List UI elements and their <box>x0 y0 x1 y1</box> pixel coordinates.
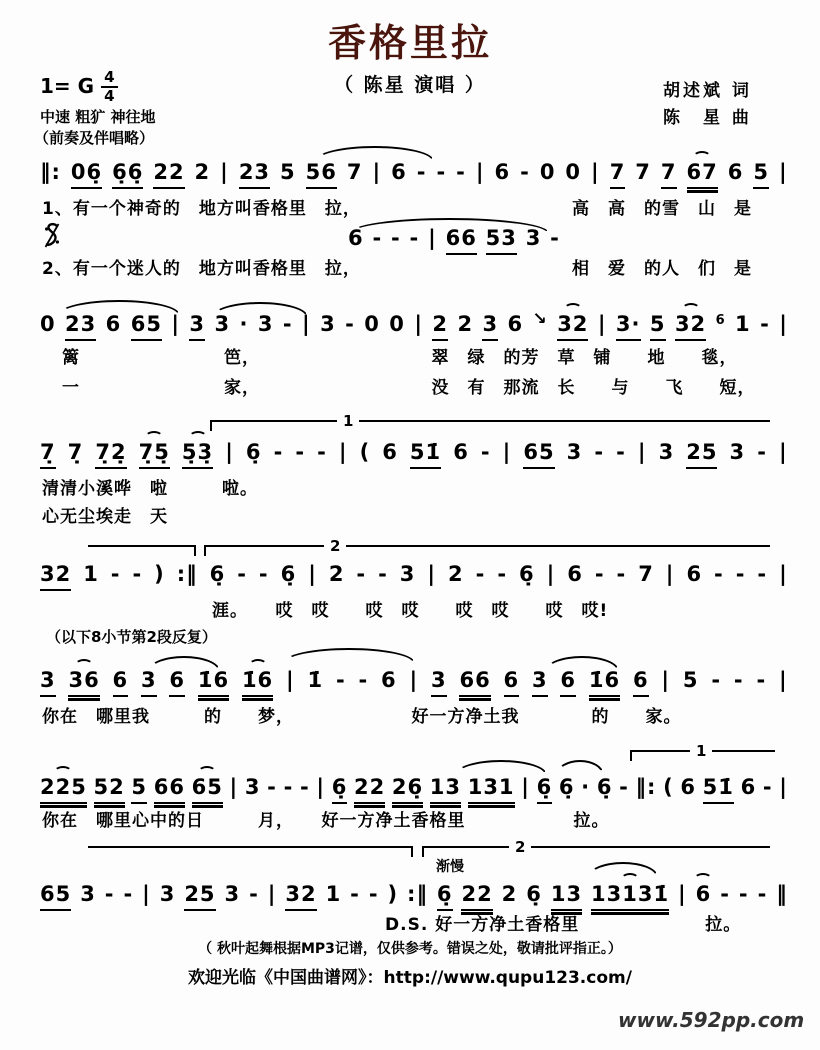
note-token: 3 <box>189 312 205 341</box>
note-token: - <box>237 562 247 586</box>
note-token: - <box>110 562 121 586</box>
note-token: 7̣5̣ <box>139 440 170 469</box>
lyrics-verse2-line1: 2、有一个迷人的 地方叫香格里 拉， <box>42 259 361 279</box>
note-token: ( <box>359 440 371 464</box>
note-token: 32 <box>675 312 706 341</box>
note-token: 6 <box>507 312 524 336</box>
note-token: 1̇6 <box>242 668 273 697</box>
note-token: 7 <box>638 562 654 586</box>
note-token: 6 <box>696 882 712 909</box>
note-token: 6 <box>567 562 583 586</box>
note-token: 65 <box>131 312 162 341</box>
slur <box>283 648 415 663</box>
note-token: 6̣ <box>209 562 226 586</box>
note-token: 5 <box>682 668 699 692</box>
note-token: 32 <box>285 882 316 911</box>
note-token: 6 <box>453 440 469 464</box>
note-token: - <box>345 312 355 336</box>
notation-line-5 <box>40 668 788 697</box>
slur <box>350 218 549 233</box>
slur <box>588 862 658 877</box>
note-token: 3 <box>658 440 675 464</box>
note-token: - <box>436 160 447 184</box>
note-token: - <box>735 562 746 586</box>
note-token: | <box>597 312 607 336</box>
note-token: 1̇6 <box>589 668 620 697</box>
note-token: 6 <box>740 775 757 799</box>
note-token: 0 <box>565 160 582 184</box>
note-token: 3 <box>141 668 157 697</box>
transcriber-note: （ 秋叶起舞根据MP3记谱，仅供参考。错误之处，敬请批评指正。） <box>198 941 622 957</box>
note-token: 22 <box>354 775 385 804</box>
note-token: 3 <box>399 562 416 586</box>
note-token: | <box>225 440 234 464</box>
note-token: 6̣ <box>526 882 542 906</box>
slur <box>455 760 547 775</box>
tie-arc <box>54 766 72 778</box>
lyrics-verse1-line1b: 高 高 的雪 山 是 <box>572 199 752 219</box>
note-token: | <box>778 440 788 464</box>
note-token: 6̣ <box>245 440 262 464</box>
segno-icon <box>44 222 60 253</box>
note-token: 6 <box>348 226 364 250</box>
note-token: | <box>302 312 311 336</box>
note-token: - <box>372 226 383 250</box>
note-token: - <box>616 440 626 464</box>
note-token: 6 <box>494 160 511 184</box>
note-token: - <box>480 440 491 464</box>
note-token: 23 <box>65 312 96 341</box>
note-token: ↘ <box>532 309 548 329</box>
note-token: - <box>123 882 134 906</box>
note-token: | <box>779 562 788 586</box>
note-token: | <box>475 160 485 184</box>
note-token: ‖ <box>776 882 788 906</box>
note-token: 6̣ <box>519 562 535 586</box>
note-token: 6 <box>113 668 129 697</box>
note-token: 0 <box>40 312 56 336</box>
note-token: | <box>409 668 419 692</box>
note-token: | <box>678 882 687 906</box>
lyrics-line4: 涯。 哎 哎 哎 哎 哎 哎 哎 哎! <box>212 601 609 621</box>
note-token: | <box>661 668 671 692</box>
volta-2-bracket-line7: 2 <box>422 846 770 857</box>
volta-1-bracket-line3: 1 <box>210 420 770 431</box>
note-token: 6 <box>680 775 696 799</box>
note-token: 25 <box>686 440 717 469</box>
note-token: ( <box>663 775 674 799</box>
slur <box>148 656 220 671</box>
slur <box>315 146 434 161</box>
page-title: 香格里拉 <box>327 21 492 65</box>
composer-credit: 陈 星 曲 <box>663 108 752 128</box>
tie-arc <box>249 659 267 671</box>
note-token: - <box>299 775 310 799</box>
note-token: ‖: <box>635 775 657 799</box>
note-token: | <box>229 775 239 799</box>
note-token: 6 <box>105 312 122 336</box>
volta-1-bracket-end-line4 <box>88 545 196 556</box>
note-token: - <box>283 775 294 799</box>
note-token: - <box>273 440 284 464</box>
note-token: | <box>665 562 675 586</box>
note-token: 5 <box>131 775 147 804</box>
tie-arc <box>75 659 93 671</box>
note-token: 6̣ <box>437 882 453 911</box>
lyrics-line7-ds: D.S. 好一方净土香格里 拉。 <box>385 915 742 935</box>
note-token: 3 <box>532 668 548 697</box>
note-token: - <box>762 775 773 799</box>
note-token: - <box>757 562 768 586</box>
note-token: 3 <box>729 440 746 464</box>
note-token: 5̣3̣ <box>182 440 213 469</box>
note-token: 6 <box>504 668 520 697</box>
note-token: | <box>779 775 788 799</box>
note-token: 5 <box>753 160 769 189</box>
slur <box>545 656 619 671</box>
note-token: 6̣ <box>558 775 575 799</box>
note-token: ) <box>387 882 399 906</box>
lyrics-line3-verse2: 心无尘埃走 天 <box>42 507 168 527</box>
lyrics-line6: 你在 哪里心中的日 月， 好一方净土香格里 拉。 <box>42 811 610 831</box>
note-token: - <box>714 562 724 586</box>
note-token: 1 <box>325 882 342 906</box>
volta-1-bracket-end-line7 <box>88 846 413 857</box>
note-token: 2 <box>432 312 448 341</box>
note-token: 3 <box>431 668 447 697</box>
note-token: 0 <box>539 160 556 184</box>
note-token: 3 <box>214 312 231 336</box>
note-token: - <box>258 562 269 586</box>
note-token: 23 <box>239 160 270 189</box>
note-token: ) <box>154 562 165 586</box>
note-token: 51̇ <box>410 440 441 469</box>
notation-line-4 <box>40 562 788 591</box>
note-token: | <box>502 440 512 464</box>
note-token: · <box>581 775 591 799</box>
note-token: - <box>282 312 293 336</box>
note-token: 3 <box>320 312 336 336</box>
note-token: 3 <box>482 312 498 341</box>
notation-line-1 <box>40 160 788 189</box>
note-token: 6̣ <box>537 775 553 804</box>
note-token: 1 <box>735 312 751 336</box>
note-token: 2 <box>457 312 474 336</box>
note-token: - <box>104 882 115 906</box>
note-token: | <box>220 160 229 184</box>
note-token: 06̣ <box>71 160 102 189</box>
tie-arc <box>564 303 582 315</box>
note-token: - <box>616 562 627 586</box>
note-token: - <box>475 562 486 586</box>
note-token: | <box>414 312 423 336</box>
note-token: - <box>619 775 629 799</box>
note-token: 6 <box>560 668 576 697</box>
note-token: - <box>409 226 420 250</box>
note-token: 66 <box>459 668 490 697</box>
note-token: 6 <box>381 668 397 692</box>
note-token: 6 <box>382 440 398 464</box>
note-token: 3 <box>257 312 274 336</box>
tempo-marking: 中速 粗犷 神往地 <box>40 108 156 126</box>
lyricist-credit: 胡述斌 词 <box>663 81 752 101</box>
note-token: | <box>546 562 556 586</box>
note-token: ‖: <box>40 160 61 184</box>
note-token: - <box>497 562 508 586</box>
note-token: | <box>591 160 600 184</box>
note-token: | <box>171 312 181 336</box>
note-token: 6 <box>169 668 185 697</box>
note-token: 2 <box>501 882 518 906</box>
note-token: 22 <box>461 882 492 911</box>
notation-line-6 <box>40 775 788 804</box>
note-token: 6̣ <box>280 562 297 586</box>
volta-1-bracket-line6: 1 <box>630 750 775 761</box>
note-token: | <box>778 668 788 692</box>
note-token: - <box>520 160 530 184</box>
note-token: - <box>335 668 346 692</box>
notation-line-7 <box>40 882 788 911</box>
note-token: - <box>350 882 360 906</box>
note-token: - <box>757 882 768 906</box>
note-token: 1 <box>83 562 99 586</box>
lyrics-line2-verse2: 一 家， 没 有 那流 长 与 飞 短， <box>62 378 756 398</box>
note-token: 36 <box>68 668 99 697</box>
slur <box>212 302 308 317</box>
note-token: 7̣2̣ <box>95 440 126 469</box>
tie-arc <box>694 873 712 885</box>
note-token: - <box>267 775 277 799</box>
key-prefix: 1= G <box>40 74 95 98</box>
note-token: 7 <box>610 160 626 189</box>
tie-arc <box>693 151 711 163</box>
note-token: 13131̇ <box>591 882 669 911</box>
note-token: - <box>378 562 388 586</box>
prelude-note: （前奏及伴唱略） <box>34 129 155 147</box>
note-token: 2 <box>328 562 345 586</box>
ritardando-marking: 渐慢 <box>436 859 464 875</box>
note-token: 1̇ <box>307 668 324 692</box>
note-token: - <box>757 440 767 464</box>
time-signature: $\frac{4}{4}$ <box>101 70 117 104</box>
note-token: - <box>711 668 722 692</box>
note-token: - <box>132 562 143 586</box>
note-token: | <box>142 882 151 906</box>
note-token: - <box>756 668 767 692</box>
note-token: 51̇ <box>703 775 734 804</box>
note-token: - <box>249 882 259 906</box>
note-token: 3 <box>566 440 583 464</box>
note-token: 6 <box>391 160 407 184</box>
slur <box>556 760 604 775</box>
note-token: 2 <box>448 562 464 586</box>
note-token: - <box>295 440 306 464</box>
note-token: 6 <box>686 562 703 586</box>
note-token: - <box>738 882 749 906</box>
note-token: 65 <box>40 882 71 911</box>
slur <box>58 300 180 315</box>
note-token: 2 <box>194 160 211 184</box>
watermark: www.592pp.com <box>618 1008 805 1032</box>
note-token: 53 <box>486 226 517 255</box>
note-token: 22 <box>153 160 184 189</box>
note-token: 56 <box>306 160 337 189</box>
note-token: 5 <box>280 160 296 184</box>
key-signature <box>40 70 118 104</box>
note-token: 13 <box>430 775 461 804</box>
tie-arc <box>189 431 207 443</box>
note-token: - <box>356 562 367 586</box>
note-token: 65 <box>192 775 223 804</box>
note-token: 7 <box>661 160 677 189</box>
note-token: - <box>416 160 427 184</box>
note-token: 131 <box>468 775 515 804</box>
tie-arc <box>145 431 163 443</box>
note-token: | <box>779 312 788 336</box>
note-token: 7 <box>346 160 363 184</box>
note-token: 65 <box>523 440 554 469</box>
note-token: 6 <box>715 313 726 328</box>
note-token: 7̣ <box>67 440 84 464</box>
note-token: :‖ <box>176 562 198 586</box>
note-token: 32 <box>40 562 71 591</box>
note-token: 3· <box>616 312 641 341</box>
lyrics-verse1-line1: 1、有一个神奇的 地方叫香格里 拉， <box>42 199 361 219</box>
note-token: - <box>594 440 605 464</box>
tie-arc <box>682 303 700 315</box>
note-token: | <box>338 440 348 464</box>
note-token: | <box>521 775 530 799</box>
note-token: - <box>358 668 369 692</box>
volta-2-bracket-line4: 2 <box>204 545 770 556</box>
note-token: - <box>760 312 770 336</box>
note-token: - <box>391 226 401 250</box>
note-token: · <box>239 312 249 336</box>
note-token: 3 <box>80 882 96 906</box>
note-token: 66 <box>446 226 477 255</box>
note-token: | <box>637 440 647 464</box>
notation-line-3 <box>40 440 788 469</box>
note-token: - <box>550 226 560 250</box>
note-token: - <box>720 882 730 906</box>
note-token: 3 <box>525 226 542 250</box>
note-token: 0 <box>389 312 405 336</box>
note-token: | <box>427 562 437 586</box>
note-token: 1̇6 <box>198 668 229 697</box>
note-token: 3 <box>40 668 56 697</box>
note-token: 66 <box>154 775 185 804</box>
note-token: 0 <box>364 312 380 336</box>
lyrics-verse2-line1b: 相 爱 的人 们 是 <box>572 259 752 279</box>
note-token: 7 <box>635 160 651 184</box>
note-token: - <box>594 562 605 586</box>
lyrics-line3-verse1: 清清小溪哗 啦 啦。 <box>42 479 258 499</box>
note-token: | <box>267 882 277 906</box>
note-token: | <box>286 668 295 692</box>
note-token: 26̣ <box>392 775 423 804</box>
notation-line-2 <box>40 309 788 341</box>
note-token: 3 <box>244 775 261 799</box>
note-token: 13 <box>551 882 582 911</box>
note-token: 6 <box>633 668 649 697</box>
performer-subtitle: （ 陈星 演唱 ） <box>334 74 486 96</box>
repeat-instruction: （以下8小节第2段反复） <box>46 628 217 646</box>
note-token: 225 <box>40 775 87 804</box>
note-token: 6 <box>727 160 744 184</box>
note-token: | <box>316 775 326 799</box>
note-token: 3 <box>159 882 176 906</box>
note-token: | <box>372 160 382 184</box>
note-token: 5 <box>650 312 666 341</box>
note-token: 6̣6̣ <box>112 160 143 189</box>
note-token: 6̣ <box>596 775 613 799</box>
note-token: | <box>428 226 437 250</box>
note-token: 7̣ <box>40 440 56 469</box>
tie-arc <box>198 766 216 778</box>
note-token: - <box>317 440 327 464</box>
note-token: 32 <box>557 312 588 341</box>
lyrics-line5: 你在 哪里我 的 梦， 好一方净土我 的 家。 <box>42 707 682 727</box>
note-token: 25 <box>184 882 215 911</box>
lyrics-line2-verse1: 篱 笆， 翠 绿 的芳 草 铺 地 毯， <box>62 348 738 368</box>
note-token: | <box>308 562 317 586</box>
note-token: :‖ <box>407 882 428 906</box>
note-token: - <box>733 668 744 692</box>
note-token: | <box>778 160 788 184</box>
source-site-line: 欢迎光临《中国曲谱网》：http://www.qupu123.com/ <box>188 968 632 988</box>
note-token: 67 <box>687 160 718 189</box>
note-token: 6̣ <box>332 775 348 804</box>
note-token: - <box>368 882 379 906</box>
note-token: 3 <box>224 882 241 906</box>
note-token: 52 <box>94 775 125 804</box>
note-token: - <box>456 160 466 184</box>
